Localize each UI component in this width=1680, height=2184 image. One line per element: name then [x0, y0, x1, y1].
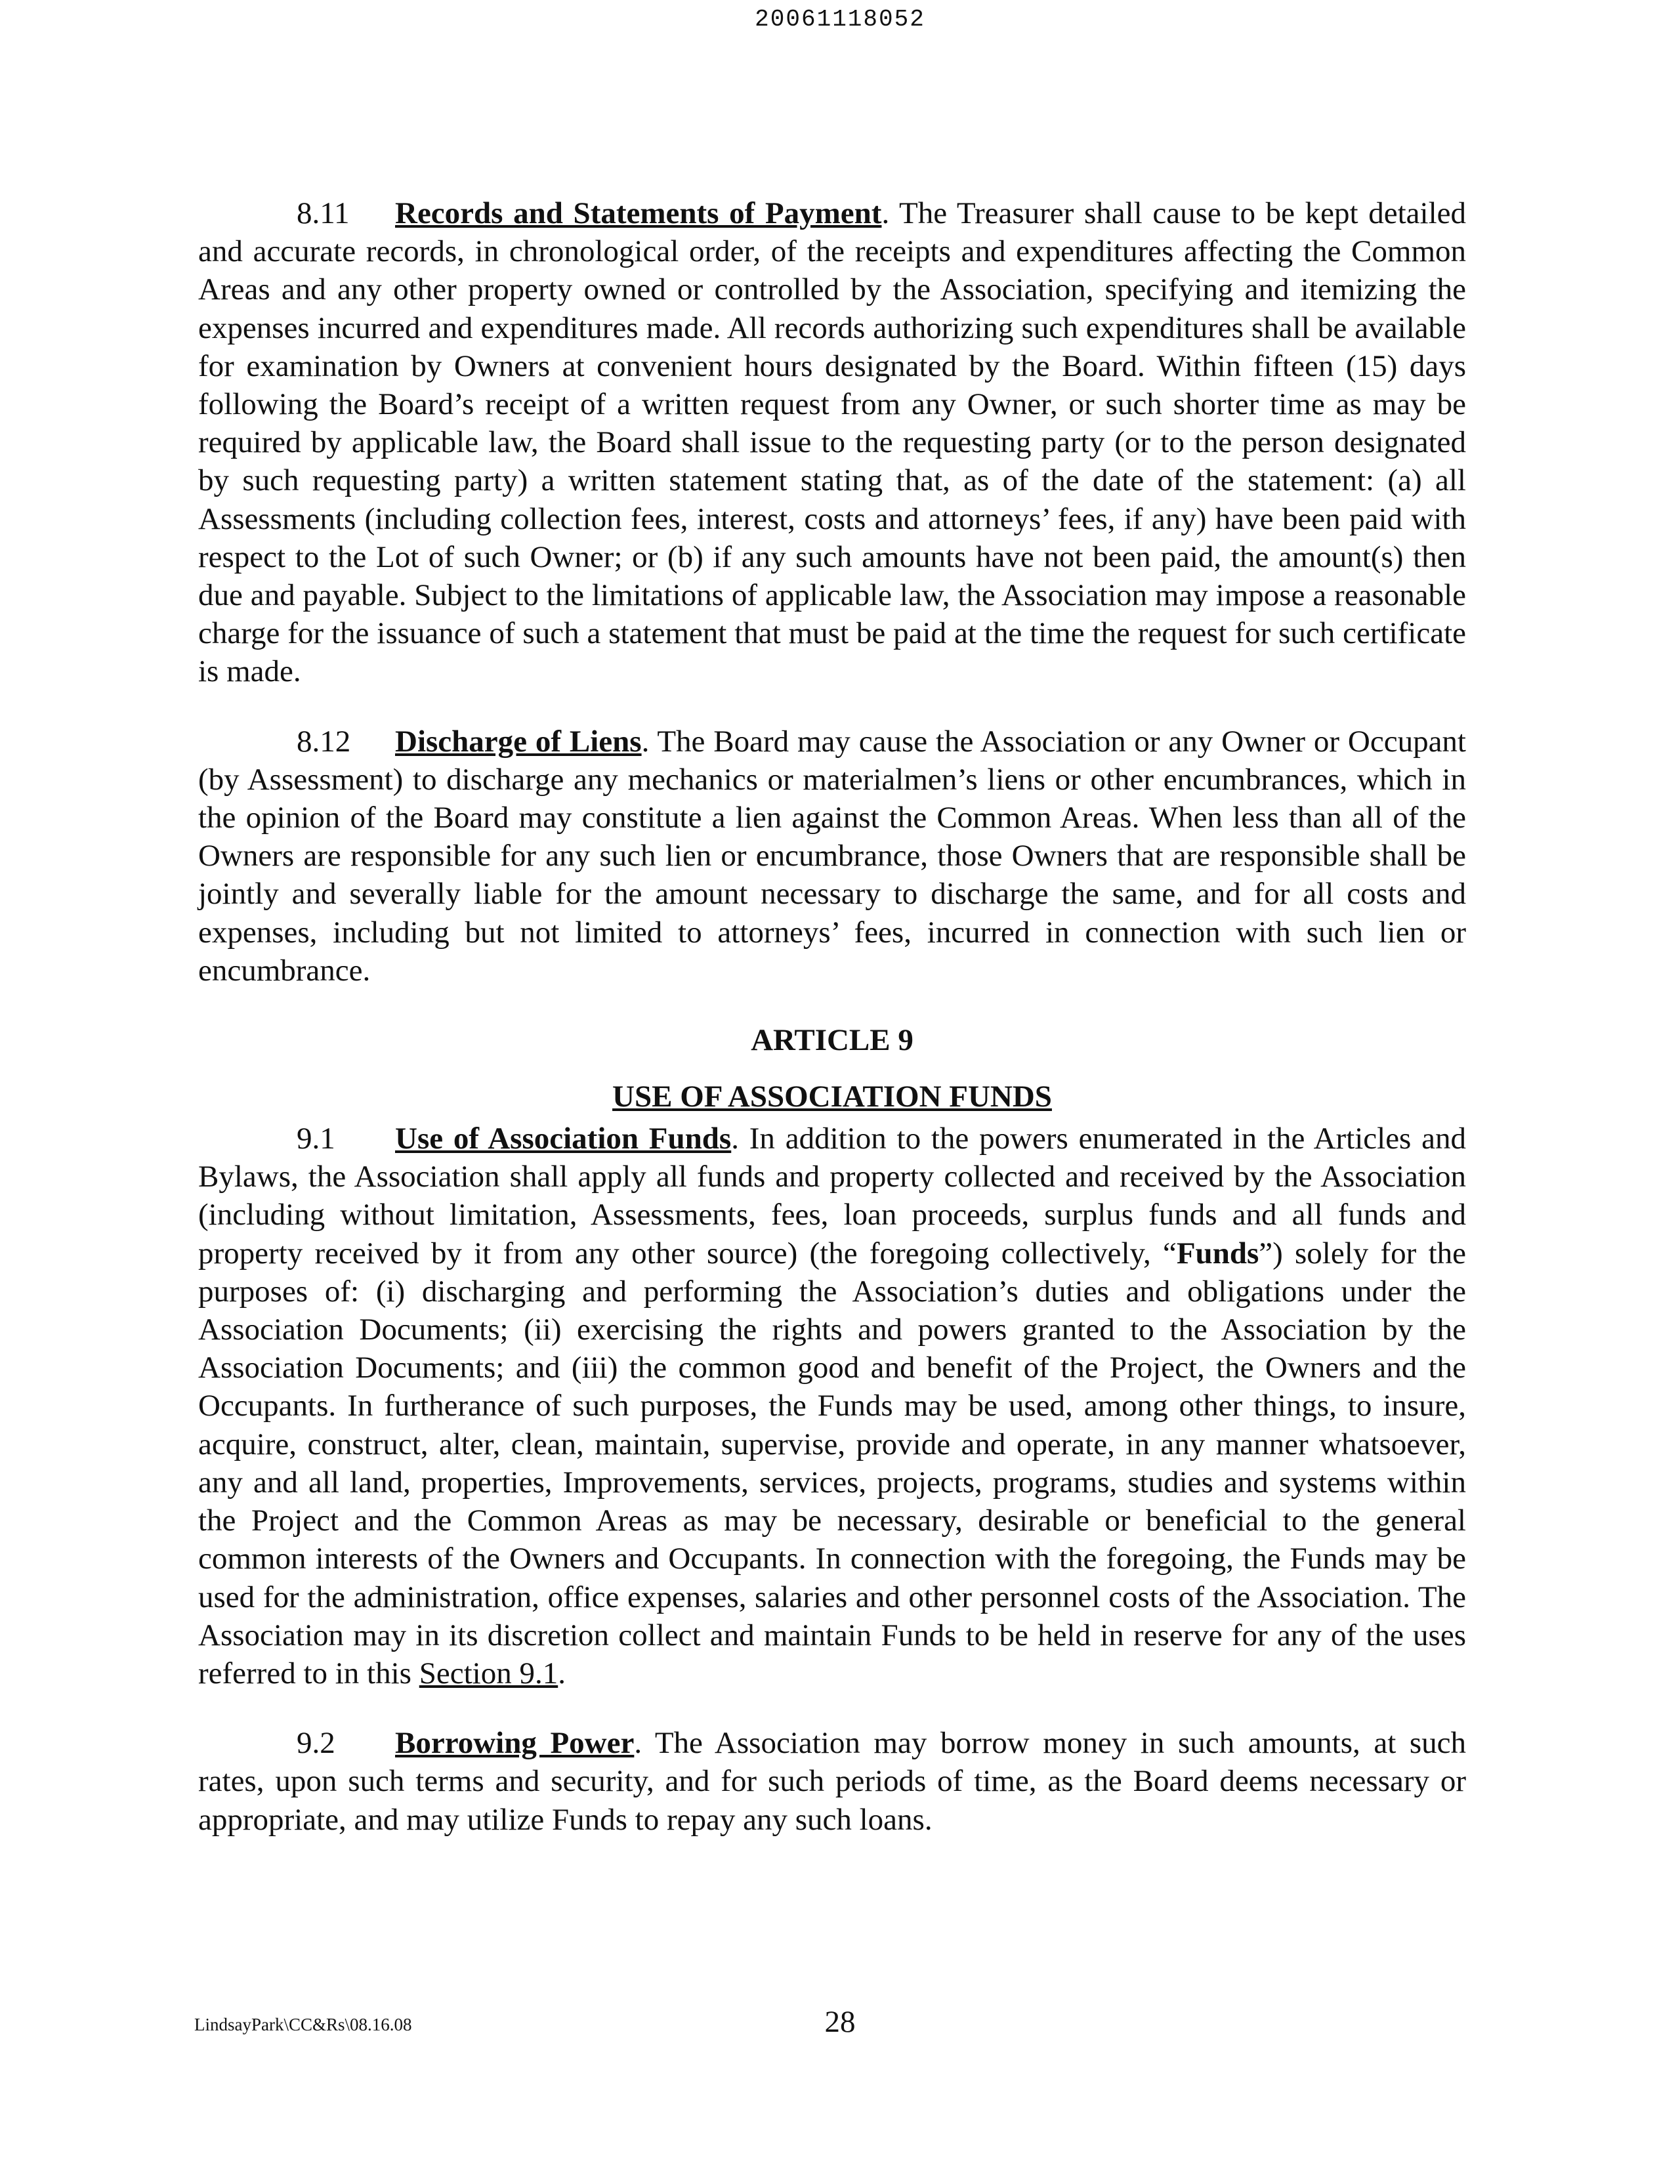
section-text: . The Treasurer shall cause to be kept detailed and accurate records, in chronological order, of the receipts and expenditures affecting the Common Areas and any other property owned or controlled by the Association, specifying and itemizing the expenses incurred and expenditures made. All records authorizing such expenditures shall be available for examination by Owners at convenient hours designated by the Board. Within fifteen (15) days following the Board’s receipt of a written request from any Owner, or such shorter time as may be required by applicable law, the Board shall issue to the requesting party (or to the person designated by such requesting party) a written statement stating that, as of the date of the statement: (a) all Assessments (including collection fees, interest, costs and attorneys’ fees, if any) have been paid with respect to the Lot of such Owner; or (b) if any such amounts have not been paid, the amount(s) then due and payable. Subject to the limitations of applicable law, the Association may impose a reasonable charge for the issuance of such a statement that must be paid at the time the request for such certificate is made.	[198, 196, 1466, 689]
section-8-11	[198, 194, 1466, 691]
page-number: 28	[824, 2005, 856, 2039]
section-title: Borrowing Power	[395, 1726, 635, 1761]
page-body	[198, 194, 1466, 1870]
section-text-continued: ”) solely for the purposes of: (i) discharging and performing the Association’s duties and obligations under the Association Documents; (ii) exercising the rights and powers granted to the Association by the Association Documents; and (iii) the common good and benefit of the Project, the Owners and the Occupants. In furtherance of such purposes, the Funds may be used, among other things, to insure, acquire, construct, alter, clean, maintain, supervise, provide and operate, in any manner whatsoever, any and all land, properties, Improvements, services, projects, programs, studies and systems within the Project and the Common Areas as may be necessary, desirable or beneficial to the general common interests of the Owners and Occupants. In connection with the foregoing, the Funds may be used for the administration, office expenses, salaries and other personnel costs of the Association. The Association may in its discretion collect and maintain Funds to be held in reserve for any of the uses referred to in this	[198, 1236, 1466, 1690]
section-number: 8.12	[297, 724, 351, 759]
section-number: 9.2	[297, 1726, 335, 1761]
footer-file-reference: LindsayPark\CC&Rs\08.16.08	[194, 2015, 412, 2034]
section-number: 9.1	[297, 1122, 335, 1156]
section-number: 8.11	[297, 196, 350, 230]
section-closing: .	[558, 1656, 566, 1690]
section-9-1	[198, 1120, 1466, 1692]
section-title: Discharge of Liens	[395, 724, 642, 759]
document-number: 20061118052	[755, 6, 925, 33]
article-heading: ARTICLE 9	[751, 1023, 914, 1058]
section-8-12	[198, 723, 1466, 990]
section-text: . The Board may cause the Association or any Owner or Occupant (by Assessment) to discharge any mechanics or materialmen’s liens or other encumbrances, which in the opinion of the Board may constitute a lien against the Common Areas. When less than all of the Owners are responsible for any such lien or encumbrance, those Owners that are responsible shall be jointly and severally liable for the amount necessary to discharge the same, and for all costs and expenses, including but not limited to attorneys’ fees, incurred in connection with such lien or encumbrance.	[198, 724, 1466, 988]
section-cross-reference: Section 9.1	[419, 1656, 558, 1690]
section-title: Use of Association Funds	[395, 1122, 732, 1156]
defined-term: Funds	[1176, 1236, 1259, 1270]
section-9-2	[198, 1724, 1466, 1839]
section-title: Records and Statements of Payment	[395, 196, 882, 230]
article-subheading: USE OF ASSOCIATION FUNDS	[612, 1080, 1052, 1114]
section-text: . In addition to the powers enumerated in the Articles and Bylaws, the Association shall apply all funds and property collected and received by the Association (including without limitation, Assessments, fees, loan proceeds, surplus funds and all funds and property received by it from any other source) (the foregoing collectively, “	[198, 1122, 1467, 1270]
section-text: . The Association may borrow money in such amounts, at such rates, upon such terms and security, and for such periods of time, as the Board deems necessary or appropriate, and may utilize Funds to repay any such loans.	[198, 1726, 1467, 1837]
